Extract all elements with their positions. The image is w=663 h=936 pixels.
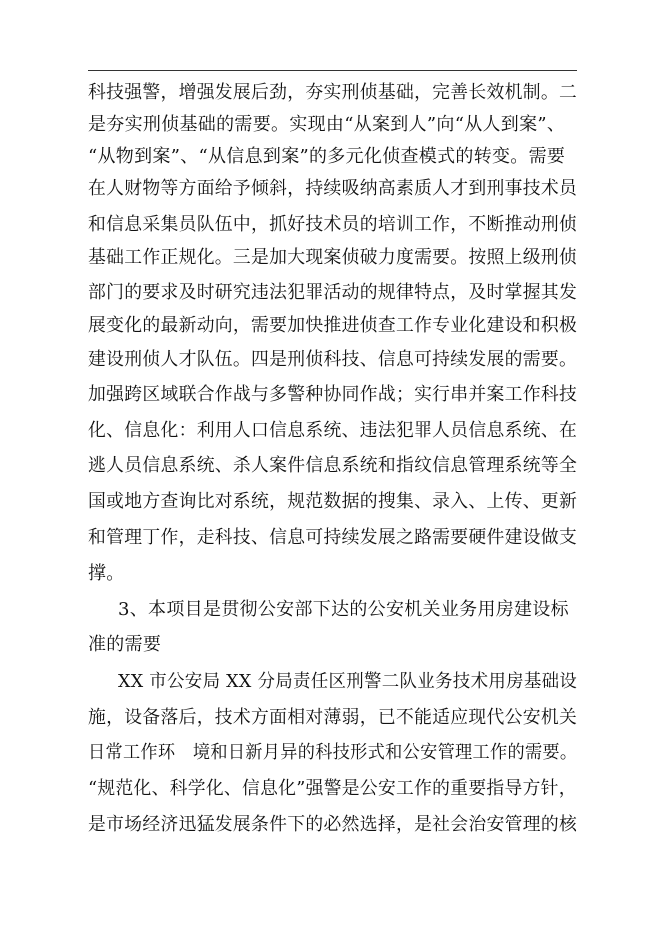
paragraph-line: 国或地方查询比对系统，规范数据的搜集、录入、上传、更新 [88,491,578,512]
paragraph-line: 部门的要求及时研究违法犯罪活动的规律特点，及时掌握其发 [88,282,578,303]
paragraph-line: 撑。 [88,563,125,584]
paragraph-line: 和管理丁作，走科技、信息可持续发展之路需要硬件建设做支 [88,527,578,548]
paragraph-line: 科技强警，增强发展后劲，夯实刑侦基础，完善长效机制。二 [88,82,578,103]
paragraph-line: 和信息采集员队伍中，抓好技术员的培训工作，不断推动刑侦 [88,214,578,235]
paragraph-line: 是市场经济迅猛发展条件下的必然选择，是社会治安管理的核 [88,814,578,835]
paragraph-line: XX 市公安局 XX 分局责任区刑警二队业务技术用房基础设 [118,671,578,692]
paragraph-line: 逃人员信息系统、杀人案件信息系统和指纹信息管理系统等全 [88,455,578,476]
header-rule [88,70,577,71]
paragraph-line: 基础工作正规化。三是加大现案侦破力度需要。按照上级刑侦 [88,247,578,268]
paragraph-line: “从物到案”、“从信息到案”的多元化侦查模式的转变。需要 [88,146,566,167]
paragraph-line: 日常工作环 境和日新月异的科技形式和公安管理工作的需要。 [88,742,578,763]
paragraph-line: “规范化、科学化、信息化”强警是公安工作的重要指导方针， [88,778,577,799]
paragraph-line: 加强跨区域联合作战与多警种协同作战；实行串并案工作科技 [88,384,578,405]
paragraph-line: 施，设备落后，技术方面相对薄弱，已不能适应现代公安机关 [88,707,578,728]
section-heading: 3、本项目是贯彻公安部下达的公安机关业务用房建设标 [118,599,569,620]
paragraph-line: 展变化的最新动向，需要加快推进侦查工作专业化建设和积极 [88,315,578,336]
paragraph-line: 化、信息化：利用人口信息系统、违法犯罪人员信息系统、在 [88,420,578,441]
section-heading: 准的需要 [88,634,162,655]
paragraph-line: 在人财物等方面给予倾斜，持续吸纳高素质人才到刑事技术员 [88,178,578,199]
paragraph-line: 是夯实刑侦基础的需要。实现由“从案到人”向“从人到案”、 [88,114,566,135]
paragraph-line: 建设刑侦人才队伍。四是刑侦科技、信息可持续发展的需要。 [88,349,578,370]
